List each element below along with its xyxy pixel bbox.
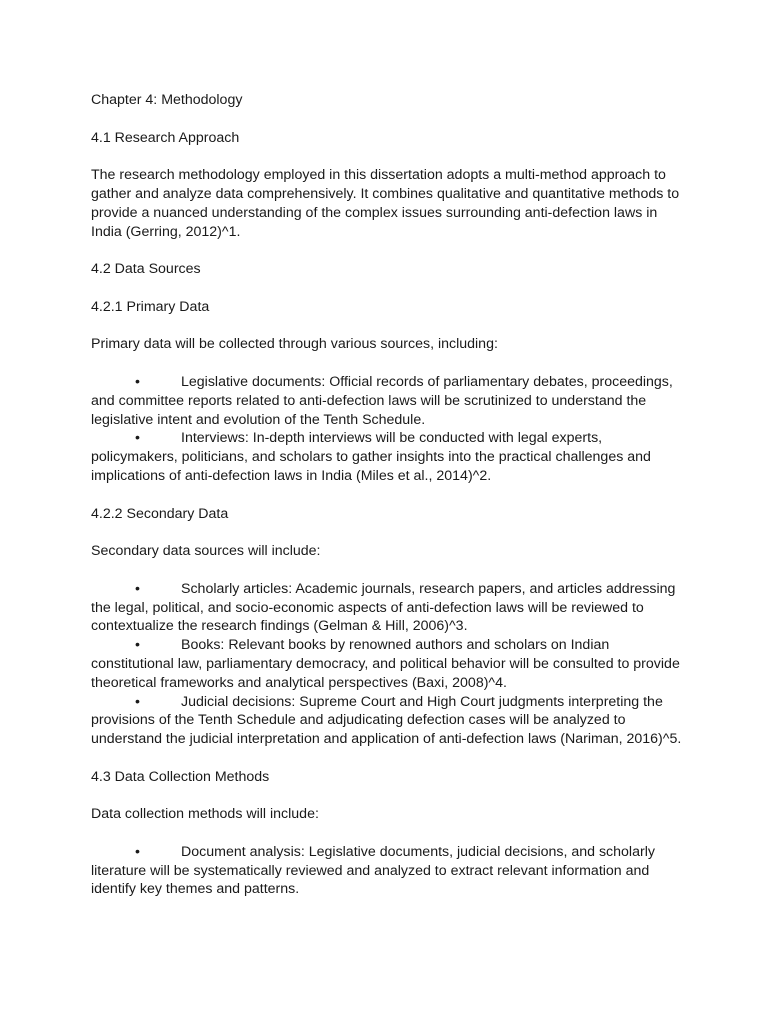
- bullet-icon: •: [135, 843, 140, 860]
- section-heading-4-2-1: 4.2.1 Primary Data: [91, 298, 210, 315]
- primary-data-intro: Primary data will be collected through various sources, including:: [91, 336, 498, 353]
- list-item: [91, 843, 686, 899]
- list-item-text: Books: Relevant books by renowned authors and scholars on Indian constitutional law, parliamentary democracy, and political behavior will be consulted to provide theoretical frameworks and analytical perspectives (Baxi, 2008)^4.: [91, 637, 680, 691]
- list-item-text: Interviews: In-depth interviews will be conducted with legal experts, policymakers, politicians, and scholars to gather insights into the practical challenges and implications of anti-defection laws in India (Miles et al., 2014)^2.: [91, 430, 651, 484]
- list-item: [91, 429, 686, 485]
- research-approach-paragraph: The research methodology employed in this dissertation adopts a multi-method approach to gather and analyze data comprehensively. It combines qualitative and quantitative methods to provide a nuanced understanding of the complex issues surrounding anti-defection laws in India (Gerring, 2012)^1.: [91, 167, 680, 240]
- secondary-data-intro: Secondary data sources will include:: [91, 543, 321, 560]
- section-heading-4-3: 4.3 Data Collection Methods: [91, 768, 270, 785]
- list-item: [91, 580, 686, 636]
- section-heading-4-2: 4.2 Data Sources: [91, 261, 201, 278]
- bullet-icon: •: [135, 373, 140, 390]
- section-heading-4-2-2: 4.2.2 Secondary Data: [91, 505, 229, 522]
- list-item: [91, 693, 686, 749]
- list-item-text: Document analysis: Legislative documents, judicial decisions, and scholarly literature will be systematically reviewed and analyzed to extract relevant information and identify key themes and patterns.: [91, 843, 655, 898]
- bullet-icon: •: [135, 430, 140, 447]
- chapter-title: Chapter 4: Methodology: [91, 92, 243, 108]
- list-item: [91, 636, 686, 692]
- primary-data-list: [91, 373, 686, 486]
- data-collection-list: [91, 843, 686, 899]
- document-body: [91, 91, 686, 899]
- section-heading-4-1: 4.1 Research Approach: [91, 129, 240, 146]
- data-collection-intro: Data collection methods will include:: [91, 806, 319, 823]
- bullet-icon: •: [135, 693, 140, 710]
- list-item-text: Legislative documents: Official records of parliamentary debates, proceedings, and committee reports related to anti-defection laws will be scrutinized to understand the legislative intent and evolution of the Tenth Schedule.: [91, 373, 673, 428]
- bullet-icon: •: [135, 580, 140, 597]
- secondary-data-list: [91, 580, 686, 749]
- list-item: [91, 373, 686, 429]
- list-item-text: Judicial decisions: Supreme Court and High Court judgments interpreting the provisions of the Tenth Schedule and adjudicating defection cases will be analyzed to understand the judicial interpretation and application of anti-defection laws (Nariman, 2016)^5.: [91, 693, 682, 748]
- bullet-icon: •: [135, 637, 140, 654]
- list-item-text: Scholarly articles: Academic journals, research papers, and articles addressing the legal, political, and socio-economic aspects of anti-defection laws will be reviewed to contextualize the research findings (Gelman & Hill, 2006)^3.: [91, 580, 676, 635]
